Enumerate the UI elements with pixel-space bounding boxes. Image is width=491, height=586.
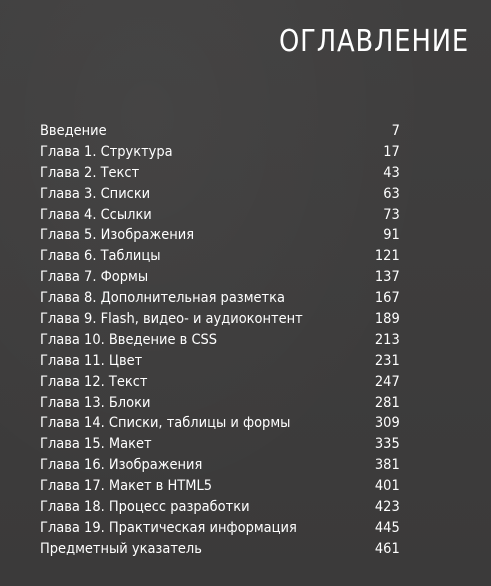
toc-entry-page-number: 381 xyxy=(375,457,400,474)
toc-entry-page-number: 73 xyxy=(383,206,400,223)
toc-entry xyxy=(40,225,400,246)
toc-entry xyxy=(40,309,400,330)
toc-entry-page-number: 335 xyxy=(375,436,400,453)
toc-entry-label: Глава 19. Практическая информация xyxy=(40,519,297,536)
toc-entry xyxy=(40,184,400,205)
toc-entry xyxy=(40,434,400,455)
toc-entry xyxy=(40,372,400,393)
toc-entry-label: Глава 10. Введение в CSS xyxy=(40,331,218,348)
toc-entry-page-number: 309 xyxy=(375,415,400,432)
toc-entry xyxy=(40,246,400,267)
toc-entry xyxy=(40,539,400,560)
toc-entry-label: Глава 7. Формы xyxy=(40,269,149,286)
toc-entry xyxy=(40,413,400,434)
toc-entry-label: Глава 1. Структура xyxy=(40,143,173,160)
toc-entry-page-number: 167 xyxy=(375,290,400,307)
toc-entry-page-number: 7 xyxy=(391,123,400,139)
toc-entry-label: Глава 15. Макет xyxy=(40,436,152,453)
toc-entry-label: Глава 12. Текст xyxy=(40,373,148,390)
toc-entry-page-number: 247 xyxy=(375,373,400,390)
toc-entry xyxy=(40,121,400,142)
toc-entry-label: Глава 16. Изображения xyxy=(40,457,203,474)
toc-entry-label: Глава 9. Flash, видео- и аудиоконтент xyxy=(40,311,303,328)
toc-entry xyxy=(40,205,400,226)
toc-entry xyxy=(40,393,400,414)
toc-entry-label: Глава 3. Списки xyxy=(40,185,151,202)
toc-entry-label: Глава 17. Макет в HTML5 xyxy=(40,478,213,495)
toc-entry-label: Глава 2. Текст xyxy=(40,164,140,181)
toc-entry xyxy=(40,455,400,476)
toc-entry xyxy=(40,476,400,497)
toc-entry-label: Глава 6. Таблицы xyxy=(40,248,161,265)
toc-list xyxy=(40,121,400,560)
toc-entry xyxy=(40,351,400,372)
toc-entry-label: Глава 4. Ссылки xyxy=(40,206,152,223)
toc-entry-label: Глава 18. Процесс разработки xyxy=(40,499,250,516)
toc-entry-page-number: 189 xyxy=(375,311,400,328)
toc-entry-label: Введение xyxy=(40,123,107,139)
toc-entry-label: Глава 11. Цвет xyxy=(40,352,143,369)
toc-entry-label: Глава 14. Списки, таблицы и формы xyxy=(40,415,291,432)
toc-entry-page-number: 281 xyxy=(375,394,400,411)
toc-entry-page-number: 423 xyxy=(375,499,400,516)
toc-entry-label: Глава 8. Дополнительная разметка xyxy=(40,290,285,307)
toc-entry xyxy=(40,142,400,163)
toc-entry-page-number: 43 xyxy=(383,164,400,181)
toc-entry-page-number: 213 xyxy=(375,331,400,348)
toc-entry xyxy=(40,518,400,539)
toc-entry xyxy=(40,163,400,184)
toc-entry xyxy=(40,497,400,518)
toc-entry-label: Глава 13. Блоки xyxy=(40,394,151,411)
toc-entry-page-number: 231 xyxy=(375,352,400,369)
toc-entry-label: Предметный указатель xyxy=(40,540,202,557)
page-title: ОГЛАВЛЕНИЕ xyxy=(278,24,469,59)
toc-entry-page-number: 461 xyxy=(375,540,400,557)
toc-entry xyxy=(40,288,400,309)
toc-entry xyxy=(40,330,400,351)
toc-entry-label: Глава 5. Изображения xyxy=(40,227,195,244)
toc-entry-page-number: 445 xyxy=(375,519,400,536)
toc-entry-page-number: 63 xyxy=(383,185,400,202)
toc-entry-page-number: 137 xyxy=(375,269,400,286)
toc-entry-page-number: 401 xyxy=(375,478,400,495)
toc-entry xyxy=(40,267,400,288)
toc-entry-page-number: 17 xyxy=(383,143,400,160)
toc-entry-page-number: 121 xyxy=(375,248,400,265)
toc-entry-page-number: 91 xyxy=(383,227,400,244)
